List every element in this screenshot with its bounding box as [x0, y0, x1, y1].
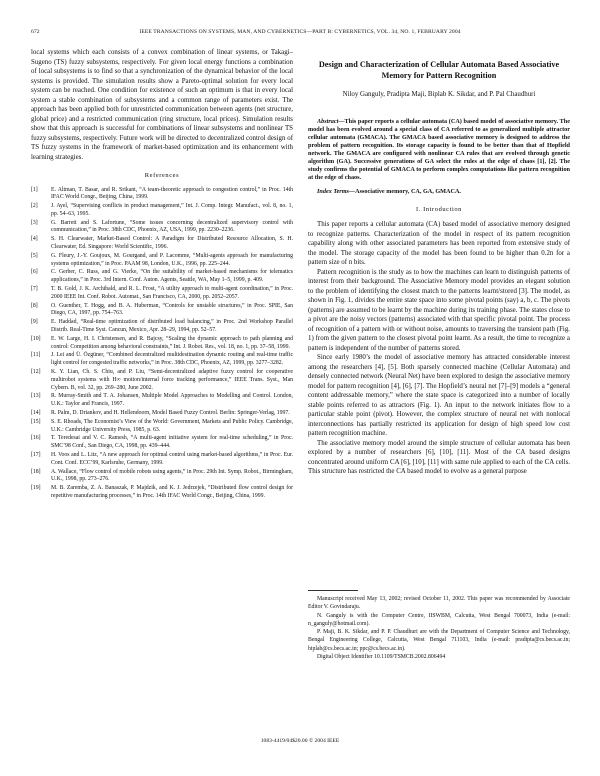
footnote: Digital Object Identifier 10.1109/TSMCB.2002.806494	[317, 654, 446, 661]
abstract	[308, 118, 570, 182]
reference-item	[31, 452, 293, 468]
reference-number: [10]	[31, 335, 41, 342]
conclusion-paragraph: local systems which each consists of a convex combination of linear systems, or Takagi–Sugeno (TS) fuzzy subsystems, respectively. For given local energy functions a combination of local subsystems is to find so that a synchronization of the dynamical behavior of the local systems is provided. The simulation results show a Pareto-optimal solution for every local system can be reached. One condition for existence of such an optimum is that in every local system a stable combination of subsystems and a common range of parameters exist. The approach has been applied both for unrestricted communication between agents (net structure, global price) and a restricted communication (ring structure, local prices). Simulation results show that this approach is successful for combinations of linear subsystems and nonlinear TS fuzzy subsystems, respectively. Future work will be directed to decentralized control design of TS fuzzy systems in the framework of market-based optimization and its enhancement with learning strategies.	[31, 49, 293, 161]
reference-number: [13]	[31, 393, 41, 400]
footnote: N. Ganguly is with the Computer Centre, IISWBM, Calcutta, West Bengal 700073, India (e-mail: n_ganguly@hotmail.com).	[308, 612, 570, 627]
index-terms-label: Index Terms—	[317, 187, 356, 195]
reference-text: E. Altman, T. Basar, and R. Srikant, “A team-theoretic approach to congestion control,” in Proc. 14th IFAC World Congr., Beijing, China, 1999.	[51, 186, 293, 201]
reference-number: [18]	[31, 468, 41, 475]
index-terms-text: Associative memory, CA, GA, GMACA.	[355, 187, 461, 195]
reference-text: A. Wallace, “Flow control of mobile robots using agents,” in Proc. 29th Int. Symp. Robot., Birmingham, U.K., 1998, pp. 273–276.	[51, 468, 293, 483]
footnote: P. Maji, B. K. Sikdar, and P. P. Chaudhuri are with the Department of Computer Science and Technology, Bengal Engineering College, Calcutta, West Bengal 711103, India (e-mail: pradipta@cs.becs.ac.in; biplab@cs.becs.ac.in; ppc@cs.becs.ac.in).	[308, 629, 570, 652]
intro-paragraph: Pattern recognition is the study as to how the machines can learn to distinguish patterns of interest from their background. The Associative Memory model provides an elegant solution to the problem of identifying the closest match to the patterns learnt/stored [3]. The model, as shown in Fig. 1, divides the entire state space into some pivotal points (say) a, b, c. The pivots (patterns) are assumed to be learnt by the machine during its training phase. The states close to a pivot are the noisy vectors (patterns) associated with that specific pivotal point. The process of recognition of a pattern with or without noise, amounts to traversing the transient path (Fig. 1) from the given pattern to the closest pivotal point learnt. As a result, the time to recognize a pattern is independent of the number of patterns stored.	[308, 268, 570, 352]
page-header	[31, 29, 569, 41]
reference-item	[31, 419, 293, 435]
reference-text: J. Ayel, “Supervising conflicts in product management,” Int. J. Comp. Integr. Manufact., vol. 8, no. 1, pp. 54–63, 1995.	[51, 203, 293, 217]
reference-item	[31, 410, 293, 418]
footnotes	[308, 590, 570, 661]
reference-number: [14]	[31, 410, 41, 417]
reference-number: [1]	[31, 186, 38, 193]
intro-paragraph: This paper reports a cellular automata (CA) based model of associative memory designed to recognize patterns. Characterization of the model in respect of its pattern recognition capability along with other associated parameters has been reported from extensive study of the model. The storage capacity of the model has been found to be higher than 0.2n for a pattern size of n bits.	[308, 221, 570, 266]
reference-number: [4]	[31, 236, 38, 243]
copyright-footer: 1083-4419/04$20.00 © 2004 IEEE	[260, 738, 340, 744]
right-column	[308, 48, 570, 477]
reference-item	[31, 269, 293, 285]
reference-text: T. Teredesai and V. C. Ramesh, “A multi-agent initiative system for real-time scheduling,” in Proc. SMC’98 Conf., San Diego, CA, 1998, pp. 439–444.	[51, 435, 293, 450]
reference-item	[31, 336, 293, 352]
references-heading: References	[144, 172, 180, 179]
reference-number: [8]	[31, 302, 38, 309]
reference-number: [2]	[31, 203, 38, 210]
reference-number: [15]	[31, 418, 41, 425]
paper-title: Design and Characterization of Cellular Automata Based Associative Memory for Pattern Recognition	[318, 60, 560, 80]
abstract-text: This paper reports a cellular automata (CA) based model of associative memory. The model has been evolved around a special class of CA referred to as generalized multiple attractor cellular automata (GMACA). The GMACA based associative memory is designed to address the problem of pattern recognition. Its storage capacity is found to be better than that of Hopfield network. The GMACA are configured with nonlinear CA rules that are evolved through genetic algorithm (GA). Successive generations of GA select the rules at the edge of chaos [1], [2]. The study confirms the potential of GMACA to perform complex computations like pattern recognition at the edge of chaos.	[308, 117, 570, 181]
reference-item	[31, 203, 293, 219]
reference-item	[31, 485, 293, 501]
reference-item	[31, 187, 293, 203]
footnote: Manuscript received May 13, 2002; revised October 11, 2002. This paper was recommended by Associate Editor V. Govindaraju.	[308, 596, 570, 611]
reference-text: G. Fleury, J.-Y. Goujoux, M. Gourgand, and P. Lacomme, “Multi-agents approach for manufacturing systems optimization,” in Proc. PAAM 98, London, U.K., 1996, pp. 225–244.	[51, 252, 293, 267]
reference-number: [9]	[31, 319, 38, 326]
reference-number: [16]	[31, 435, 41, 442]
reference-text: H. Voos and L. Litz, “A new approach for optimal control using market-based algorithms,” in Proc. Eur. Cont. Conf. ECC’99, Karlsruhe, Germany, 1999.	[51, 452, 293, 466]
reference-text: E. Haddad, “Real-time optimization of distributed load balancing,” in Proc. 2nd Workshop Parallel Distrib. Real-Time Syst. Cancun, Mexico, Apr. 28–29, 1994, pp. 52–57.	[51, 319, 293, 334]
reference-item	[31, 286, 293, 302]
reference-item	[31, 435, 293, 451]
reference-text: S. H. Clearwater, Market-Based Control: A Paradigm for Distributed Resource Allocation, S. H. Clearwater, Ed. Singapore: World Scientific, 1996.	[51, 236, 293, 251]
reference-number: [19]	[31, 485, 41, 492]
page-number: 672	[31, 29, 40, 35]
reference-text: G. Barrett and S. Lafortune, “Some issues concerning decentralized supervisory control with communication,” in Proc. 38th CDC, Phoenix, AZ, USA, 1999, pp. 2230–2236.	[51, 219, 293, 234]
reference-text: J. Lei and Ü. Özgüner, “Combined decentralized multidestination dynamic routing and real-time traffic light control for congested traffic networks,” in Proc. 38th CDC, Phoenix, AZ, 1999, pp. 3277–3282.	[51, 352, 293, 367]
running-title: IEEE TRANSACTIONS ON SYSTEMS, MAN, AND CYBERNETICS—PART B: CYBERNETICS, VOL. 34, NO. 1, FEBRUARY 2004	[139, 29, 461, 35]
reference-number: [12]	[31, 369, 41, 376]
intro-paragraph: The associative memory model around the simple structure of cellular automata has been explored by a number of researchers [6], [10], [11]. Most of the CA based designs concentrated around uniform CA [6], [10], [11] with same rule applied to each of the CA cells. This structure has restricted the CA based model to evolve as a general purpose	[308, 439, 570, 475]
reference-text: O. Guenther, T. Hogg, and B. A. Huberman, “Controls for unstable structures,” in Proc. SPIE, San Diego, CA, 1997, pp. 754–763.	[51, 302, 293, 317]
left-column	[31, 48, 293, 502]
reference-number: [3]	[31, 219, 38, 226]
reference-item	[31, 393, 293, 409]
reference-list	[31, 187, 293, 501]
reference-text: R. Palm, D. Driankov, and H. Hellendoorn, Model Based Fuzzy Control. Berlin: Springer-Verlag, 1997.	[51, 410, 290, 417]
reference-text: C. Gerber, C. Russ, and G. Vierke, “On the suitability of market-based mechanisms for telematics applications,” in Proc. 3rd Intern. Conf. Auton. Agents, Seattle, WA, May 1–5, 1999, p. 409.	[51, 269, 293, 284]
section-heading: I. Introduction	[416, 205, 462, 213]
author-list: Niloy Ganguly, Pradipta Maji, Biplab K. Sikdar, and P. Pal Chaudhuri	[342, 91, 536, 98]
reference-text: M. B. Zaremba, Z. A. Banaszak, P. Majdzik, and K. J. Jedrzejek, “Distributed flow control design for repetitive manufacturing processes,” in Proc. 14th IFAC World Congr., Beijing, China, 1999.	[51, 485, 293, 499]
intro-paragraph: Since early 1980’s the model of associative memory has attracted considerable interest among the researchers [4], [5]. Both sparsely connected machine (Cellular Automata) and densely connected network (Neural Net) have been explored to design the associative memory model for pattern recognition [4], [6], [7]. The Hopfield’s neural net [7]–[9] models a “general content addressable memory,” where the state space is categorized into a number of locally stable points referred to as attractors (Fig. 1). An input to the network initiates flow to a particular stable point (pivot). However, the complex structure of neural net with nonlocal interconnections has partially restricted its application for design of high speed low cost pattern recognition machine.	[308, 354, 570, 437]
reference-item	[31, 220, 293, 236]
reference-item	[31, 469, 293, 485]
reference-number: [6]	[31, 269, 38, 276]
reference-number: [7]	[31, 286, 38, 293]
reference-item	[31, 352, 293, 368]
footnote-rule	[308, 590, 358, 591]
index-terms	[308, 188, 570, 196]
reference-number: [11]	[31, 352, 41, 359]
reference-text: E. W. Large, H. I. Christensen, and R. Bajcsy, “Scaling the dynamic approach to path planning and control: Competition among behavioral constraints,” Int. J. Robot. Res., vol. 18, no. 1, pp. 37–58, 1999.	[51, 335, 293, 350]
reference-item	[31, 236, 293, 252]
reference-number: [17]	[31, 452, 41, 458]
reference-item	[31, 319, 293, 335]
reference-number: [5]	[31, 252, 38, 259]
reference-text: T. B. Gold, J. K. Archibald, and R. L. Frost, “A utility approach to multi-agent coordination,” in Proc. 2000 IEEE Int. Conf. Robot. Automat., San Francisco, CA, 2000, pp. 2052–2057.	[51, 286, 293, 300]
reference-text: K. Y. Lian, Ch. S. Chiu, and P. Liu, “Semi-decentralized adaptive fuzzy control for cooperative multirobot systems with H∞ motion/internal force tracking performance,” IEEE Trans. Syst., Man Cybern. B, vol. 32, pp. 269–280, June 2002.	[51, 369, 293, 391]
reference-item	[31, 253, 293, 269]
reference-text: R. Murray-Smith and T. A. Johansen, Multiple Model Approaches to Modelling and Control. London, U.K.: Taylor and Francis, 1997.	[51, 393, 293, 408]
reference-text: S. E. Rhoads, The Economist’s View of the World: Government, Markets and Public Policy. Cambridge, U.K.: Cambridge University Press, 1985, p. 63.	[51, 418, 293, 433]
reference-item	[31, 303, 293, 319]
reference-item	[31, 369, 293, 392]
abstract-label: Abstract—	[317, 117, 345, 125]
